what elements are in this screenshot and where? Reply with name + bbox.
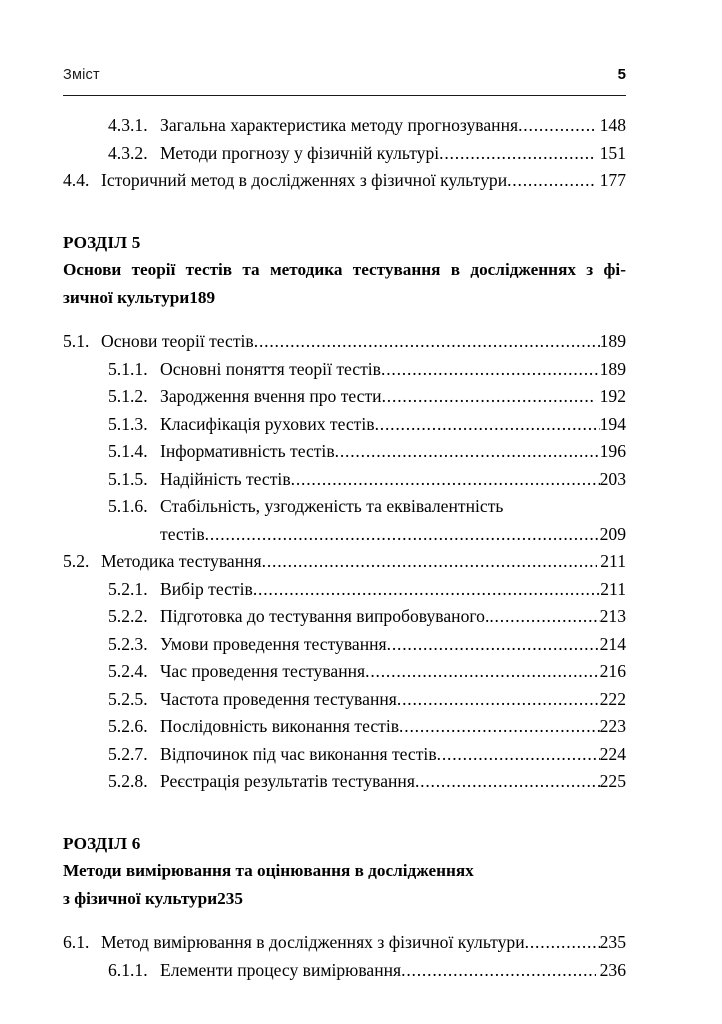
toc-entry-label: [108, 768, 415, 796]
toc-entry: [108, 631, 626, 659]
toc-section-chapter5-entries-after: [63, 548, 626, 796]
toc-entry-number: 5.1.2.: [108, 386, 148, 406]
chapter-5-title-word: з: [586, 260, 594, 279]
toc-entry-label: [108, 356, 381, 384]
toc-entry-page: 235: [599, 932, 626, 952]
chapter-5-title-line-1: [63, 256, 626, 284]
toc-chapter-5: [63, 229, 626, 312]
toc-entry: [108, 658, 626, 686]
toc-entry-label: [108, 112, 518, 140]
toc-entry-label: [108, 957, 401, 985]
toc-entry-page: 216: [599, 661, 626, 681]
toc-entry: [108, 713, 626, 741]
toc-section-chapter6-entries: [63, 929, 626, 984]
toc-entry-wrapped-line-2: [160, 521, 626, 549]
toc-entry-page: 189: [599, 358, 626, 379]
toc-entry-page: 224: [599, 743, 626, 764]
toc-entry-number: 4.4.: [63, 170, 90, 190]
toc-entry-number: 5.1.6.: [108, 496, 148, 516]
toc-entry-page: 192: [596, 386, 626, 406]
toc-entry-title: Основні поняття теорії тестів: [160, 358, 381, 379]
chapter-5-label: РОЗДІЛ 5: [63, 232, 141, 252]
toc-entry-label: [108, 603, 489, 631]
dot-leader: [489, 603, 599, 631]
toc-entry-label: [108, 631, 387, 659]
toc-entry: [63, 548, 626, 576]
toc-entry-wrapped-line-1: [108, 493, 626, 521]
toc-entry-number: 6.1.1.: [108, 959, 148, 980]
toc-entry-label: [108, 466, 291, 494]
dot-leader: [382, 383, 596, 411]
toc-entry-number: 5.1.3.: [108, 413, 148, 434]
toc-entry-title: Реєстрація результатів тестування: [160, 771, 415, 791]
chapter-5-title-word: фі-: [603, 260, 626, 279]
chapter-5-title-word: теорії: [131, 260, 176, 279]
dot-leader: [262, 548, 597, 576]
toc-entry-title: Методи прогнозу у фізичній культурі: [160, 142, 440, 163]
toc-entry-number: 5.2.2.: [108, 606, 148, 626]
toc-chapter-6: [63, 830, 626, 913]
toc-entry-label: [108, 576, 253, 604]
chapter-6-title-line-1: Методи вимірювання та оцінювання в дослідженнях: [63, 861, 474, 880]
toc-entry-label: [63, 167, 507, 195]
dot-leader: [254, 328, 600, 356]
toc-entry-page: 196: [599, 441, 626, 461]
toc-entry-title: Методика тестування: [101, 551, 262, 571]
toc-entry-title: Частота проведення тестування: [160, 688, 397, 709]
toc-entry-label: [63, 929, 525, 957]
toc-entry-title: Підготовка до тестування випробовуваного.: [160, 606, 490, 626]
toc-entry: [63, 328, 626, 356]
toc-entry-page: 223: [599, 716, 626, 736]
toc-entry: [108, 112, 626, 140]
toc-entry-number: 5.2.: [63, 551, 90, 571]
toc-entry-page: 148: [596, 115, 626, 135]
toc-entry-title: Загальна характеристика методу прогнозування: [160, 115, 519, 135]
dot-leader: [518, 112, 596, 140]
chapter-5-title-line-2-text: зичної культури: [63, 287, 190, 307]
toc-entry: [108, 356, 626, 384]
toc-entry-label: [108, 438, 335, 466]
toc-entry-number: 5.1.5.: [108, 468, 148, 489]
toc-entry-number: 4.3.1.: [108, 115, 148, 135]
toc-entry-page: 211: [596, 551, 626, 571]
toc-entry-number: 5.2.3.: [108, 633, 148, 654]
toc-entry-page: 225: [599, 771, 626, 791]
toc-entry-title: Зародження вчення про тести: [160, 386, 382, 406]
toc-entry: [108, 411, 626, 439]
toc-section-chapter5-entries: [63, 328, 626, 493]
toc-entry-page: 151: [596, 142, 626, 163]
toc-entry-number: 5.2.8.: [108, 771, 148, 791]
toc-entry-label: [108, 383, 382, 411]
dot-leader: [335, 438, 600, 466]
toc-entry-title: Надійність тестів: [160, 468, 291, 489]
toc-entry: [108, 741, 626, 769]
toc-entry-page: 209: [599, 523, 626, 544]
toc-entry: [108, 768, 626, 796]
toc-entry: [63, 167, 626, 195]
toc-entry: [108, 140, 626, 168]
toc-entry-label: [108, 686, 397, 714]
toc-entry-title: Історичний метод в дослідженнях з фізичної культури: [101, 170, 508, 190]
toc-entry-label: [108, 713, 399, 741]
toc-entry-title: Класифікація рухових тестів: [160, 413, 375, 434]
toc-entry-number: 5.1.: [63, 331, 90, 351]
chapter-5-title-word: та: [242, 260, 260, 279]
toc-entry-label: [108, 140, 439, 168]
dot-leader: [291, 466, 600, 494]
chapter-5-title-word: Основи: [63, 260, 122, 279]
toc-entry-label: [108, 741, 437, 769]
toc-entry: [108, 957, 626, 985]
toc-entry-page: 213: [599, 606, 626, 626]
toc-entry: [108, 438, 626, 466]
toc-entry-title: Основи теорії тестів: [101, 331, 254, 351]
toc-entry-number: 5.2.1.: [108, 578, 148, 599]
toc-entry: [108, 576, 626, 604]
toc-entry: [63, 929, 626, 957]
chapter-5-title-word: тестів: [185, 260, 233, 279]
dot-leader: [375, 411, 600, 439]
toc-entry-title: Метод вимірювання в дослідженнях з фізичної культури: [101, 932, 525, 952]
running-head-title: Зміст: [63, 67, 100, 83]
toc-entry-label: [108, 411, 375, 439]
toc-entry-label: [63, 328, 254, 356]
chapter-6-label: РОЗДІЛ 6: [63, 833, 141, 853]
dot-leader: [401, 957, 596, 985]
chapter-5-title-word: в: [450, 260, 461, 279]
running-head: [63, 66, 626, 92]
toc-entry-title: Вибір тестів: [160, 578, 253, 599]
dot-leader: [525, 929, 600, 957]
toc-entry-page: 194: [599, 413, 626, 434]
toc-entry-number: 5.2.6.: [108, 716, 148, 736]
chapter-5-title-word: дослідженнях: [470, 260, 576, 279]
dot-leader: [205, 521, 600, 549]
header-divider: [63, 95, 626, 96]
toc-entry-page: 189: [599, 331, 626, 351]
toc-entry-label: [108, 658, 365, 686]
toc-entry: [108, 603, 626, 631]
toc-entry-number: 5.2.5.: [108, 688, 148, 709]
toc-entry-wrapped-label: [108, 493, 503, 521]
dot-leader: [507, 167, 596, 195]
toc-entry: [108, 686, 626, 714]
toc-entry-number: 5.2.7.: [108, 743, 148, 764]
dot-leader: [253, 576, 600, 604]
toc-entry-number: 4.3.2.: [108, 142, 148, 163]
chapter-6-title-line-2-text: з фізичної культури: [63, 888, 218, 908]
toc-entry-page: 177: [596, 170, 626, 190]
toc-entry-title: Умови проведення тестування: [160, 633, 387, 654]
dot-leader: [415, 768, 600, 796]
chapter-5-title-line-2: [63, 284, 626, 312]
toc-entry: [108, 466, 626, 494]
dot-leader: [439, 140, 596, 168]
dot-leader: [399, 713, 600, 741]
toc-entry-number: 5.1.1.: [108, 358, 148, 379]
toc-entry-title: Відпочинок під час виконання тестів: [160, 743, 437, 764]
chapter-6-title-line-2: [63, 885, 626, 913]
dot-leader: [397, 686, 600, 714]
toc-entry-label: [63, 548, 262, 576]
toc-entry-page: 203: [599, 468, 626, 489]
chapter-5-page: 189: [189, 287, 216, 307]
toc-entry-page: 236: [596, 959, 626, 980]
dot-leader: [365, 658, 599, 686]
toc-entry-title: Час проведення тестування: [160, 661, 366, 681]
toc-entry-number: 5.2.4.: [108, 661, 148, 681]
toc-entry-number: 6.1.: [63, 932, 90, 952]
toc-entry-page: 211: [600, 578, 626, 599]
toc-entry-page: 222: [599, 688, 626, 709]
chapter-5-title-word: методика: [269, 260, 343, 279]
chapter-5-title-word: тестування: [352, 260, 441, 279]
toc-list: [63, 112, 626, 984]
toc-entry-number: 5.1.4.: [108, 441, 148, 461]
toc-entry-title: Послідовність виконання тестів: [160, 716, 400, 736]
toc-entry-title: Стабільність, узгодженість та еквівалентність: [160, 496, 504, 516]
toc-entry-wrapped: [63, 493, 626, 548]
toc-entry-wrapped-continuation: тестів: [160, 523, 205, 544]
dot-leader: [387, 631, 600, 659]
page-number: 5: [617, 66, 626, 83]
toc-entry-title: Елементи процесу вимірювання: [160, 959, 402, 980]
toc-entry-page: 214: [599, 633, 626, 654]
toc-entry-title: Інформативність тестів: [160, 441, 335, 461]
toc-section-chapter4-tail: [63, 112, 626, 195]
toc-entry: [108, 383, 626, 411]
dot-leader: [381, 356, 600, 384]
chapter-6-page: 235: [217, 888, 243, 908]
dot-leader: [437, 741, 600, 769]
